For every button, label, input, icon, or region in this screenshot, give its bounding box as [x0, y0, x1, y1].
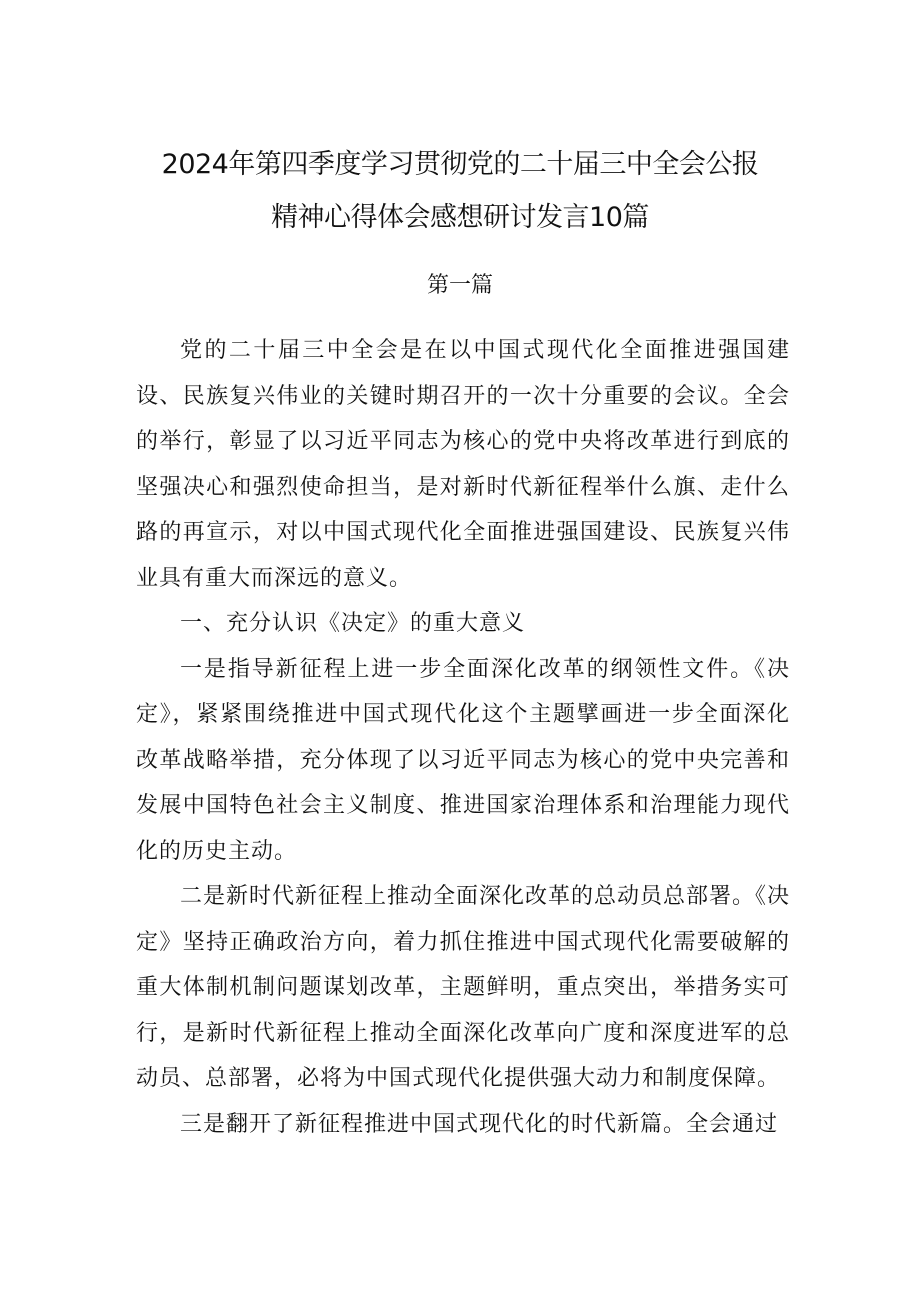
document-title-line-1: 2024年第四季度学习贯彻党的二十届三中全会公报: [161, 149, 759, 180]
chapter-heading: 第一篇: [426, 273, 493, 298]
paragraph-intro: 党的二十届三中全会是在以中国式现代化全面推进强国建设、民族复兴伟业的关键时期召开的一次十分重要的会议。全会的举行，彰显了以习近平同志为核心的党中央将改革进行到底的坚强决心和强烈使命担当，是对新时代新征程举什么旗、走什么路的再宣示，对以中国式现代化全面推进强国建设、民族复兴伟业具有重大而深远的意义。: [136, 338, 790, 591]
paragraph-point-3: 三是翻开了新征程推进中国式现代化的时代新篇。全会通过: [180, 1111, 779, 1137]
paragraph-point-1: 一是指导新征程上进一步全面深化改革的纲领性文件。《决定》，紧紧围绕推进中国式现代化这个主题擘画进一步全面深化改革战略举措，充分体现了以习近平同志为核心的党中央完善和发展中国特色社会主义制度、推进国家治理体系和治理能力现代化的历史主动。: [136, 656, 790, 864]
section-heading-1: 一、充分认识《决定》的重大意义: [180, 611, 526, 636]
document-body: [136, 328, 790, 1147]
document-title-line-2: 精神心得体会感想研讨发言10篇: [271, 202, 649, 233]
paragraph-point-2: 二是新时代新征程上推动全面深化改革的总动员总部署。《决定》坚持正确政治方向，着力抓住推进中国式现代化需要破解的重大体制机制问题谋划改革，主题鲜明，重点突出，举措务实可行，是新时代新征程上推动全面深化改革向广度和深度进军的总动员、总部署，必将为中国式现代化提供强大动力和制度保障。: [136, 884, 791, 1091]
